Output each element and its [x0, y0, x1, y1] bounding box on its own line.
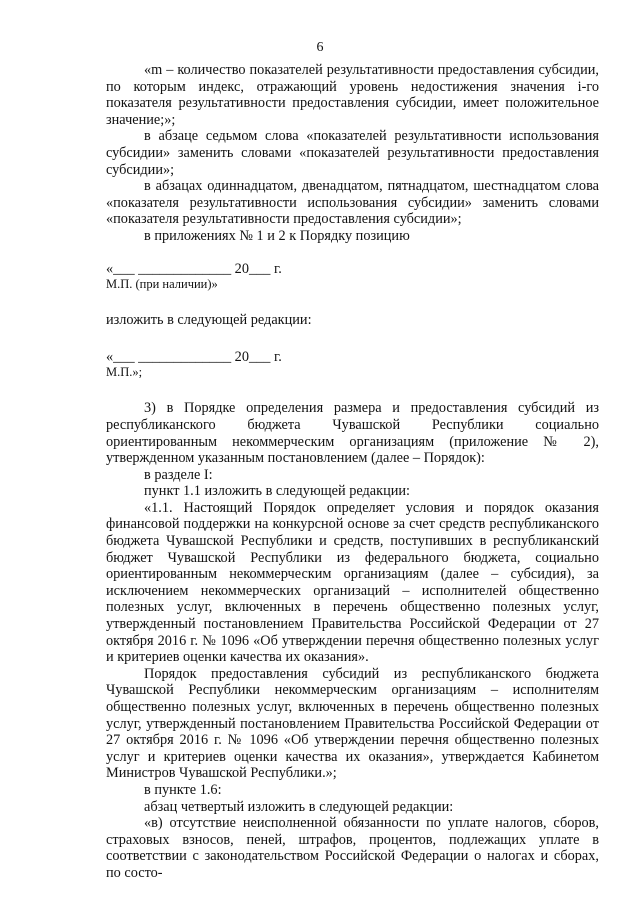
paragraph: Порядок предоставления субсидий из республиканского бюджета Чувашской Республики некоммерческим организациям – исполнителям общественно полезных услуг, включенных в перечень общественно полезных услуг, утвержденный постановлением Правительства Российской Федерации от 27 октября 2016 г. № 1096 «Об утверждении перечня общественно полезных услуг и критериев оценки качества их оказания», утверждается Кабинетом Министров Чувашской Республики.»;	[106, 665, 599, 782]
date-line: «___ _____________ 20___ г.	[106, 348, 282, 365]
paragraph: «m – количество показателей результативности предоставления субсидии, по которым индекс, отражающий уровень недостижения значения i-го показателя результативности предоставления субсидии, имеет положительное значение;»;	[106, 62, 599, 128]
document-body	[106, 62, 599, 882]
paragraph: пункт 1.1 изложить в следующей редакции:	[144, 483, 411, 500]
paragraph: «1.1. Настоящий Порядок определяет условия и порядок оказания финансовой поддержки на конкурсной основе за счет средств республиканского бюджета Чувашской Республики и средств, поступивших в республиканский бюджет Чувашской Республики из федерального бюджета, социально ориентированным некоммерческим организациям (далее – субсидия), за исключением некоммерческих организаций – исполнителей общественно полезных услуг, включенных в перечень общественно полезных услуг, утвержденный постановлением Правительства Российской Федерации от 27 октября 2016 г. № 1096 «Об утверждении перечня общественно полезных услуг и критериев оценки качества их оказания».	[106, 499, 599, 666]
page-number: 6	[316, 40, 324, 55]
paragraph: в приложениях № 1 и 2 к Порядку позицию	[144, 227, 410, 244]
date-line: «___ _____________ 20___ г.	[106, 260, 282, 277]
paragraph: 3) в Порядке определения размера и предоставления субсидий из республиканского бюджета Чувашской Республики социально ориентированным некоммерческим организациям (приложение № 2), утвержденном указанным постановлением (далее – Порядок):	[106, 400, 599, 467]
paragraph: в пункте 1.6:	[144, 781, 222, 798]
paragraph: абзац четвертый изложить в следующей редакции:	[144, 798, 454, 815]
paragraph: в разделе I:	[144, 466, 213, 483]
paragraph: в абзацах одиннадцатом, двенадцатом, пятнадцатом, шестнадцатом слова «показателя результативности использования субсидии» заменить словами «показателя результативности предоставления субсидии»;	[106, 178, 599, 228]
stamp-note: М.П.»;	[106, 365, 143, 380]
paragraph: в абзаце седьмом слова «показателей результативности использования субсидии» заменить словами «показателей результативности предоставления субсидии»;	[106, 128, 599, 178]
stamp-note: М.П. (при наличии)»	[106, 277, 218, 292]
paragraph: изложить в следующей редакции:	[106, 312, 312, 329]
paragraph: «в) отсутствие неисполненной обязанности по уплате налогов, сборов, страховых взносов, пеней, штрафов, процентов, подлежащих уплате в соответствии с законодательством Российской Федерации о налогах и сборах, по состо-	[106, 815, 599, 881]
